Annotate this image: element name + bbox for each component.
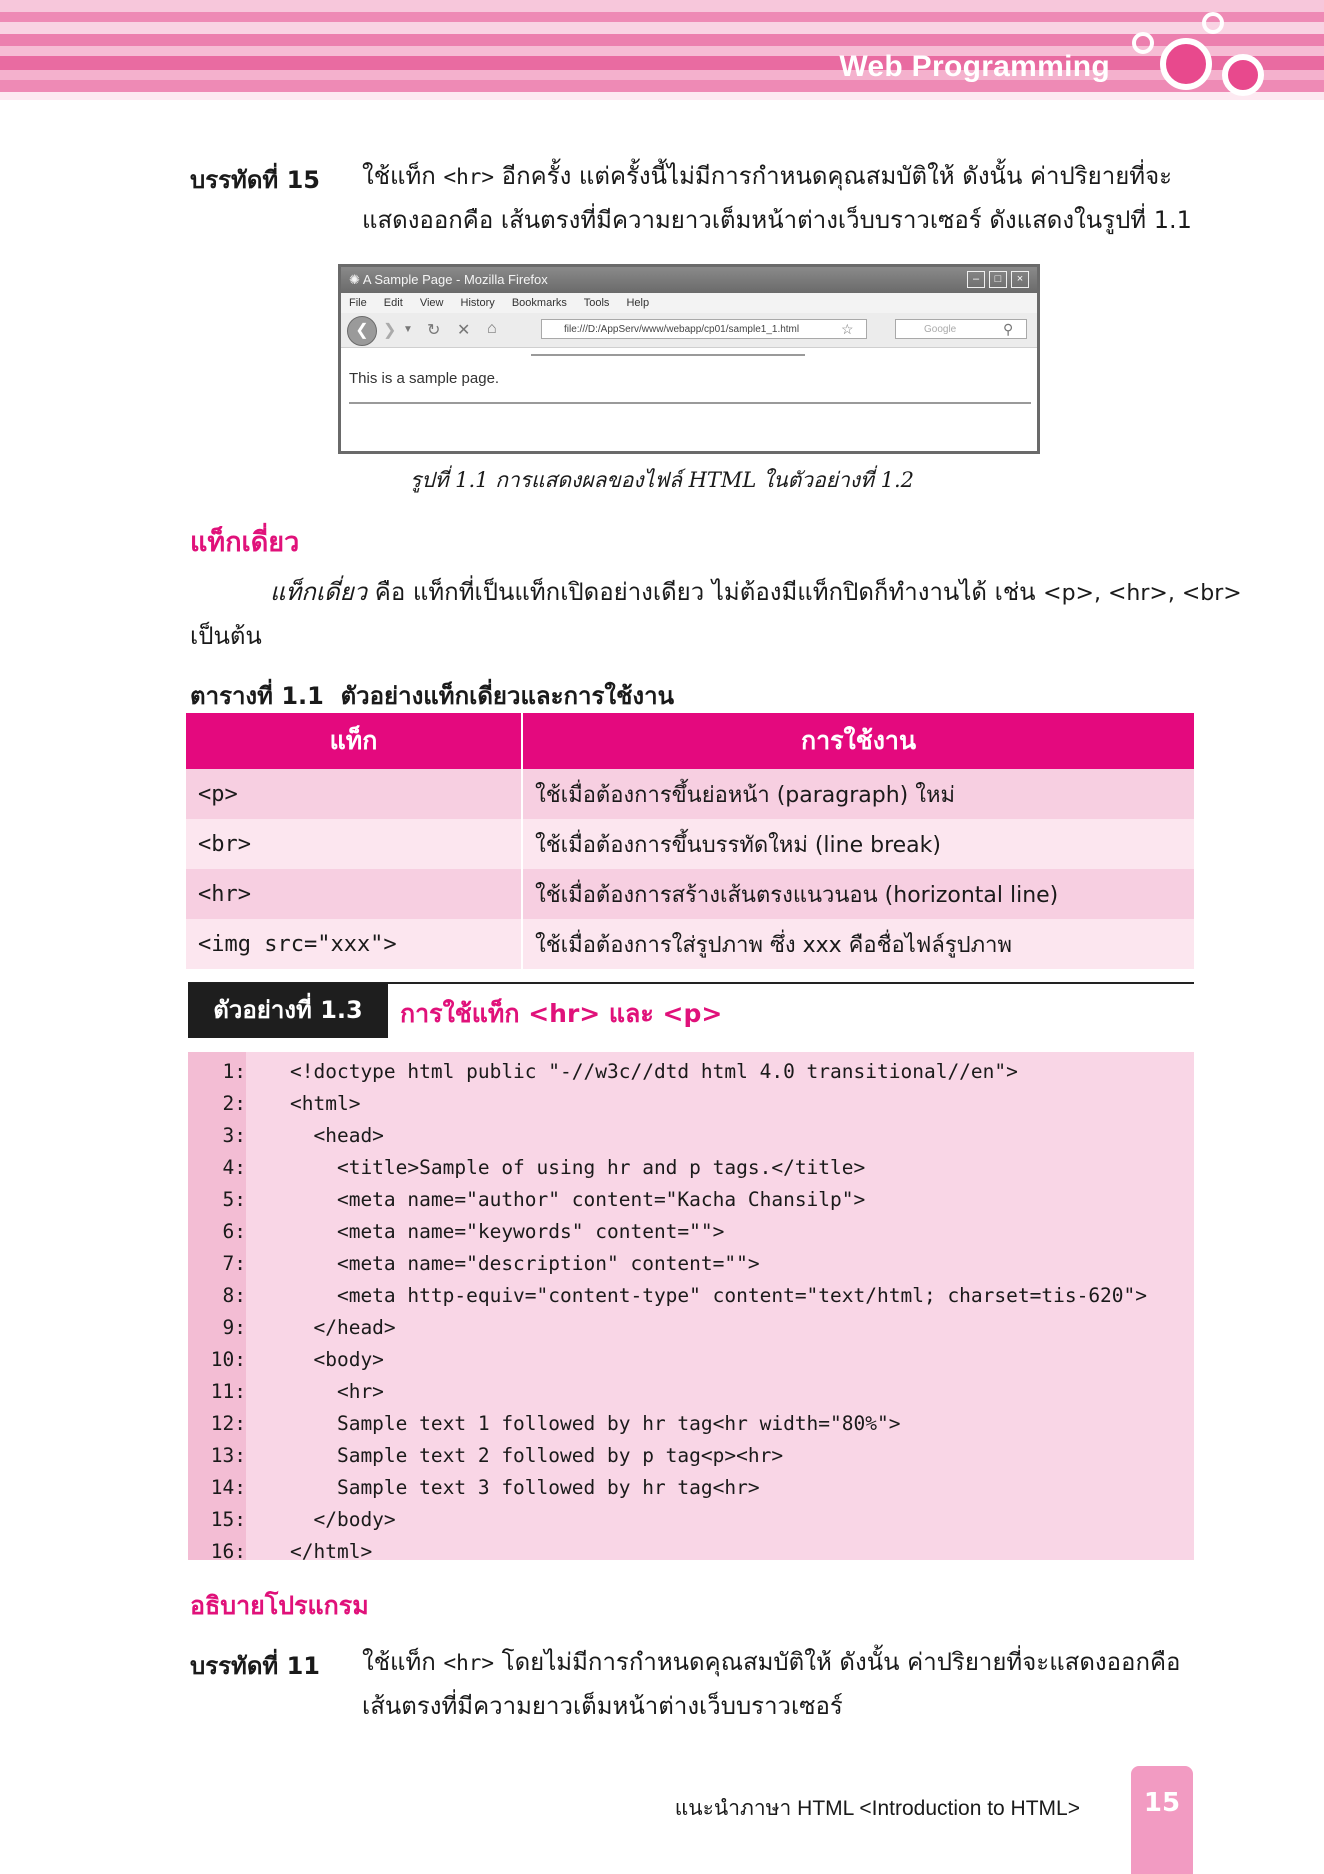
figure-caption: รูปที่ 1.1 การแสดงผลของไฟล์ HTML ในตัวอย่างที่ 1.2 [410,468,914,492]
code-text: </body> [290,1508,396,1531]
example-label: ตัวอย่างที่ 1.3 [188,983,388,1038]
browser-page-content [341,348,1037,448]
line-number: 9: [222,1316,246,1339]
code-text: <title>Sample of using hr and p tags.</title> [290,1156,866,1179]
table-row [186,769,1194,819]
browser-navbar [341,313,1037,348]
line-number: 5: [222,1188,246,1211]
code-line [188,1504,396,1536]
reload-icon: ↻ [427,322,441,339]
header-stripe [0,56,1324,70]
section-heading: อธิบายโปรแกรม [190,1591,369,1620]
line-number: 8: [222,1284,246,1307]
code-line [188,1312,396,1344]
column-header-usage: การใช้งาน [522,713,1194,769]
line-number: 3: [222,1124,246,1147]
table-caption-text: ตัวอย่างแท็กเดี่ยวและการใช้งาน [340,682,675,710]
table-cell-tag: <img src="xxx"> [186,919,522,969]
code-text: <html> [290,1092,361,1115]
line-number: 2: [222,1092,246,1115]
page-header-band [0,0,1324,100]
search-icon: ⚲ [1003,321,1014,337]
header-stripe [0,22,1324,34]
inline-code: <hr> [443,1651,495,1675]
browser-page-text: This is a sample page. [349,370,500,387]
inline-code: <p>, <hr>, <br> [1043,581,1242,606]
line-number: 6: [222,1220,246,1243]
header-title: Web Programming [839,50,1110,83]
code-line [188,1248,760,1280]
code-line [188,1216,725,1248]
column-header-tag: แท็ก [186,713,522,769]
menu-item-history: History [460,297,495,309]
code-line [188,1152,866,1184]
header-stripe [0,34,1324,46]
search-placeholder: Google [924,324,957,335]
table-caption [190,676,674,715]
code-line [188,1536,373,1568]
code-text: <meta name="author" content="Kacha Chansilp"> [290,1188,866,1211]
header-stripe [0,12,1324,22]
intro-text: ใช้แท็ก [362,162,444,190]
decor-circle-icon [1132,32,1154,54]
line-number: 13: [210,1444,246,1467]
code-line [188,1440,784,1472]
code-line [188,1344,384,1376]
single-tag-line-2: เป็นต้น [190,622,262,650]
single-tags-table [186,713,1194,969]
intro-text: อีกครั้ง แต่ครั้งนี้ไม่มีการกำหนดคุณสมบัติให้ ดังนั้น ค่าปริยายที่จะ [494,162,1173,190]
table-row [186,819,1194,869]
menu-item-bookmarks: Bookmarks [511,297,567,309]
home-icon: ⌂ [487,320,497,337]
stop-icon: ✕ [457,322,471,339]
star-icon: ☆ [841,321,854,337]
code-text: Sample text 1 followed by hr tag<hr width="80%"> [290,1412,901,1435]
dropdown-icon: ▼ [403,324,413,335]
code-line [188,1280,1148,1312]
code-line [188,1184,866,1216]
horizontal-rule [531,354,805,356]
decor-circle-icon [1202,12,1224,34]
code-text: <head> [290,1124,384,1147]
line-number: 1: [222,1060,246,1083]
single-tag-line-1 [270,570,1242,616]
explain-text: ใช้แท็ก [362,1648,444,1676]
intro-line-2: แสดงออกคือ เส้นตรงที่มีความยาวเต็มหน้าต่างเว็บบราวเซอร์ ดังแสดงในรูปที่ 1.1 [362,206,1192,234]
header-stripe [0,70,1324,80]
table-cell-usage: ใช้เมื่อต้องการใส่รูปภาพ ซึ่ง xxx คือชื่อไฟล์รูปภาพ [522,919,1194,969]
code-line [188,1472,760,1504]
intro-line-1 [362,154,1172,199]
code-text: </head> [290,1316,396,1339]
firefox-icon: ✺ [349,272,360,287]
code-text: <meta name="description" content=""> [290,1252,760,1275]
menu-item-help: Help [626,297,650,309]
line-number: 7: [222,1252,246,1275]
code-text: </html> [290,1540,373,1563]
code-line [188,1088,361,1120]
menu-item-edit: Edit [383,297,403,309]
code-text: <meta name="keywords" content=""> [290,1220,725,1243]
header-stripe [0,0,1324,12]
explain-line-2: เส้นตรงที่มีความยาวเต็มหน้าต่างเว็บบราวเซอร์ [362,1692,843,1720]
minimize-icon: – [967,271,985,288]
table-header-row [186,713,1194,769]
maximize-icon: □ [989,271,1007,288]
line-number: 16: [210,1540,246,1563]
table-cell-usage: ใช้เมื่อต้องการสร้างเส้นตรงแนวนอน (horizontal line) [522,869,1194,919]
forward-arrow-icon: ❯ [383,322,397,339]
line-number: 10: [210,1348,246,1371]
browser-url: file:///D:/AppServ/www/webapp/cp01/sample1_1.html [564,324,800,335]
code-line [188,1408,901,1440]
menu-item-file: File [349,297,367,309]
code-text: <hr> [290,1380,384,1403]
close-icon: × [1011,271,1029,288]
decor-circle-icon [1160,38,1212,90]
explain-line-1 [362,1640,1180,1685]
line-reference-label: บรรทัดที่ 11 [190,1652,320,1680]
browser-menubar [341,293,1037,313]
menu-item-view: View [419,297,444,309]
browser-screenshot-figure [338,264,1040,454]
body-text: คือ แท็กที่เป็นแท็กเปิดอย่างเดียว ไม่ต้องมีแท็กปิดก็ทำงานได้ เช่น [367,578,1044,606]
line-number: 15: [210,1508,246,1531]
example-title: การใช้แท็ก <hr> และ <p> [400,999,723,1028]
browser-titlebar [341,267,1037,293]
decor-circle-icon [1222,54,1264,96]
emphasis-term: แท็กเดี่ยว [270,578,368,606]
code-text: Sample text 3 followed by hr tag<hr> [290,1476,760,1499]
table-row [186,869,1194,919]
browser-url-field [541,319,867,339]
table-cell-tag: <hr> [186,869,522,919]
table-cell-tag: <p> [186,769,522,819]
code-text: <meta http-equiv="content-type" content="text/html; charset=tis-620"> [290,1284,1148,1307]
line-number: 4: [222,1156,246,1179]
code-text: Sample text 2 followed by p tag<p><hr> [290,1444,784,1467]
line-number: 11: [210,1380,246,1403]
line-number: 12: [210,1412,246,1435]
page-number: 15 [1131,1766,1193,1874]
back-arrow-icon: ❮ [347,316,377,346]
horizontal-rule [349,402,1031,404]
footer-chapter-title: แนะนำภาษา HTML <Introduction to HTML> [674,1797,1080,1820]
code-lines [188,1056,1148,1568]
table-row [186,919,1194,969]
code-text: <!doctype html public "-//w3c//dtd html 4.0 transitional//en"> [290,1060,1018,1083]
menu-item-tools: Tools [583,297,610,309]
code-text: <body> [290,1348,384,1371]
code-line [188,1056,1018,1088]
table-cell-usage: ใช้เมื่อต้องการขึ้นบรรทัดใหม่ (line break) [522,819,1194,869]
header-stripe [0,46,1324,56]
browser-window-title: A Sample Page - Mozilla Firefox [362,272,548,287]
explain-text: โดยไม่มีการกำหนดคุณสมบัติให้ ดังนั้น ค่าปริยายที่จะแสดงออกคือ [494,1648,1181,1676]
table-cell-usage: ใช้เมื่อต้องการขึ้นย่อหน้า (paragraph) ใหม่ [522,769,1194,819]
line-number: 14: [210,1476,246,1499]
table-caption-label: ตารางที่ 1.1 [190,682,324,710]
header-stripe [0,80,1324,92]
code-line [188,1376,384,1408]
line-reference-label: บรรทัดที่ 15 [190,166,320,194]
inline-code: <hr> [443,165,495,189]
code-line [188,1120,384,1152]
section-heading: แท็กเดี่ยว [190,527,300,558]
code-listing [188,1052,1194,1563]
table-cell-tag: <br> [186,819,522,869]
header-stripe [0,92,1324,100]
